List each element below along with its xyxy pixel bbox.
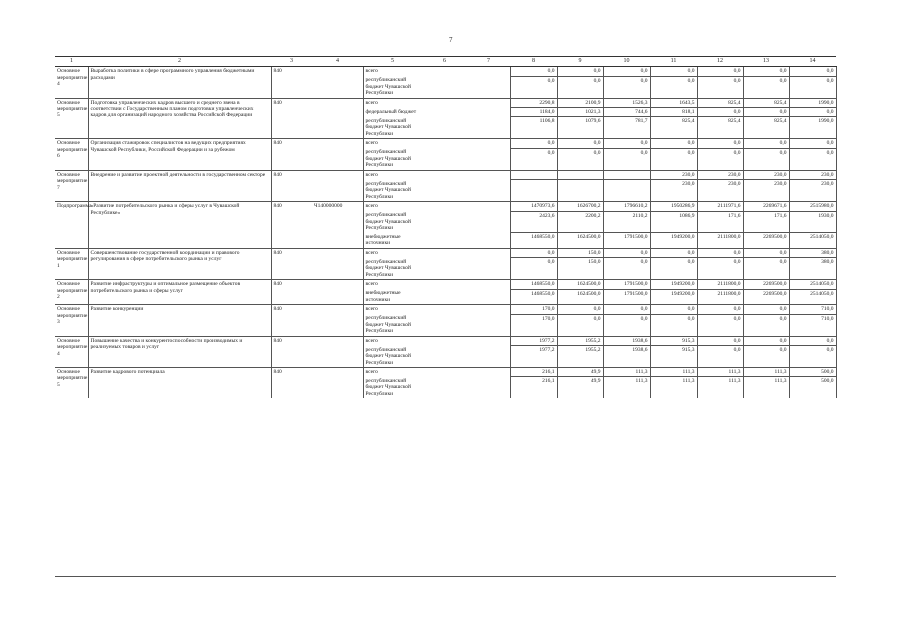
table-row [55, 305, 836, 314]
value-cell: 1624500,0 [557, 280, 603, 289]
code-cell: Ч140000000 [312, 202, 363, 248]
value-cell: 380,0 [789, 248, 836, 257]
event-name-cell: «Развитие потребительского рынка и сферы услуг в Чувашской Республике» [88, 202, 271, 248]
value-cell: 2269500,0 [743, 233, 789, 248]
value-cell [557, 180, 603, 202]
value-cell: 2514050,0 [789, 280, 836, 289]
funding-source-cell: всего [363, 280, 422, 289]
value-cell: 230,0 [650, 170, 697, 179]
empty-cell [422, 280, 467, 289]
empty-cell [422, 305, 467, 314]
table-row [55, 139, 836, 148]
empty-cell [422, 180, 467, 202]
table-row [55, 202, 836, 211]
value-cell: 2200,2 [557, 211, 603, 232]
value-cell: 2515980,0 [789, 202, 836, 211]
value-cell: 0,0 [697, 148, 743, 170]
event-type-cell: Основное мероприятие 7 [55, 170, 88, 201]
empty-cell [467, 76, 510, 98]
value-cell: 781,7 [603, 117, 650, 139]
value-cell: 0,0 [557, 76, 603, 98]
event-type-cell: Основное мероприятие 5 [55, 98, 88, 139]
code-cell: 840 [271, 336, 312, 367]
value-cell: 0,0 [743, 314, 789, 336]
funding-source-cell: республиканский бюджет Чувашской Республики [363, 258, 422, 280]
funding-source-cell: республиканский бюджет Чувашской Республики [363, 346, 422, 368]
empty-cell [467, 367, 510, 376]
funding-source-cell: республиканский бюджет Чувашской Республики [363, 180, 422, 202]
empty-cell [422, 248, 467, 257]
empty-cell [467, 289, 510, 304]
value-cell: 230,0 [743, 170, 789, 179]
value-cell: 230,0 [697, 170, 743, 179]
value-cell: 1468550,0 [510, 233, 557, 248]
table-row [55, 248, 836, 257]
empty-cell [422, 211, 467, 232]
value-cell: 1791500,0 [603, 289, 650, 304]
value-cell: 1791500,0 [603, 280, 650, 289]
value-cell: 170,0 [510, 314, 557, 336]
header-cell: 14 [789, 57, 836, 67]
event-type-cell: Основное мероприятие 4 [55, 336, 88, 367]
value-cell: 818,1 [650, 108, 697, 117]
value-cell [510, 180, 557, 202]
value-cell: 380,0 [789, 258, 836, 280]
event-name-cell: Развитие конкуренции [88, 305, 271, 336]
value-cell: 0,0 [697, 314, 743, 336]
empty-cell [467, 139, 510, 148]
value-cell: 111,3 [650, 367, 697, 376]
empty-cell [422, 289, 467, 304]
value-cell: 111,3 [743, 367, 789, 376]
empty-cell [467, 233, 510, 248]
value-cell: 0,0 [743, 67, 789, 76]
event-type-cell: Основное мероприятие 4 [55, 67, 88, 98]
header-cell: 10 [603, 57, 650, 67]
header-cell: 3 [271, 57, 312, 67]
value-cell: 230,0 [650, 180, 697, 202]
empty-cell [422, 336, 467, 345]
funding-source-cell: республиканский бюджет Чувашской Республики [363, 148, 422, 170]
funding-source-cell: внебюджетные источники [363, 289, 422, 304]
value-cell: 1950286,9 [650, 202, 697, 211]
value-cell: 111,3 [603, 377, 650, 398]
funding-source-cell: всего [363, 98, 422, 107]
empty-cell [467, 346, 510, 368]
value-cell: 0,0 [697, 336, 743, 345]
value-cell: 1796610,2 [603, 202, 650, 211]
value-cell: 0,0 [603, 248, 650, 257]
value-cell: 171,6 [697, 211, 743, 232]
value-cell: 0,0 [789, 67, 836, 76]
value-cell: 216,1 [510, 367, 557, 376]
value-cell: 0,0 [650, 248, 697, 257]
funding-source-cell: всего [363, 367, 422, 376]
funding-source-cell: республиканский бюджет Чувашской Республики [363, 117, 422, 139]
value-cell: 0,0 [743, 336, 789, 345]
value-cell: 0,0 [603, 314, 650, 336]
event-name-cell: Развитие кадрового потенциала [88, 367, 271, 398]
value-cell: 0,0 [650, 314, 697, 336]
value-cell: 0,0 [603, 67, 650, 76]
table-row [55, 367, 836, 376]
value-cell: 230,0 [789, 170, 836, 179]
value-cell: 0,0 [510, 248, 557, 257]
value-cell: 825,4 [697, 117, 743, 139]
value-cell: 0,0 [743, 76, 789, 98]
empty-cell [422, 98, 467, 107]
value-cell: 1955,2 [557, 346, 603, 368]
code-cell [312, 139, 363, 170]
value-cell: 0,0 [603, 305, 650, 314]
code-cell [312, 170, 363, 201]
value-cell: 0,0 [697, 76, 743, 98]
value-cell: 0,0 [697, 248, 743, 257]
event-name-cell: Развитие инфраструктуры и оптимальное размещение объектов потребительского рынка и сферы услуг [88, 280, 271, 305]
value-cell [603, 170, 650, 179]
value-cell: 0,0 [510, 258, 557, 280]
value-cell: 0,0 [603, 258, 650, 280]
value-cell: 1526,3 [603, 98, 650, 107]
code-cell: 840 [271, 170, 312, 201]
empty-cell [422, 346, 467, 368]
value-cell: 0,0 [650, 305, 697, 314]
empty-cell [467, 202, 510, 211]
value-cell: 1955,2 [557, 336, 603, 345]
value-cell: 0,0 [557, 148, 603, 170]
funding-source-cell: всего [363, 248, 422, 257]
value-cell: 1021,3 [557, 108, 603, 117]
header-cell: 4 [312, 57, 363, 67]
value-cell: 216,1 [510, 377, 557, 398]
empty-cell [467, 117, 510, 139]
value-cell: 111,3 [650, 377, 697, 398]
value-cell: 1626700,2 [557, 202, 603, 211]
value-cell: 0,0 [650, 139, 697, 148]
value-cell: 2514050,0 [789, 289, 836, 304]
code-cell [312, 248, 363, 279]
funding-source-cell: всего [363, 305, 422, 314]
funding-source-cell: федеральный бюджет [363, 108, 422, 117]
value-cell: 0,0 [789, 139, 836, 148]
value-cell: 170,0 [510, 305, 557, 314]
code-cell: 840 [271, 367, 312, 398]
event-type-cell: Основное мероприятие 3 [55, 305, 88, 336]
value-cell: 2110,2 [603, 211, 650, 232]
empty-cell [467, 170, 510, 179]
empty-cell [422, 139, 467, 148]
event-name-cell: Внедрение и развитие проектной деятельности в государственном секторе [88, 170, 271, 201]
code-cell: 840 [271, 280, 312, 305]
code-cell [312, 280, 363, 305]
value-cell: 500,0 [789, 367, 836, 376]
empty-cell [422, 148, 467, 170]
value-cell: 0,0 [603, 139, 650, 148]
value-cell: 2269671,6 [743, 202, 789, 211]
table-row [55, 170, 836, 179]
empty-cell [422, 377, 467, 398]
empty-cell [422, 108, 467, 117]
value-cell: 0,0 [697, 67, 743, 76]
value-cell: 0,0 [650, 76, 697, 98]
empty-cell [422, 67, 467, 76]
value-cell: 1949200,0 [650, 233, 697, 248]
value-cell: 111,3 [697, 377, 743, 398]
table-body [55, 67, 836, 399]
code-cell: 840 [271, 248, 312, 279]
value-cell: 744,6 [603, 108, 650, 117]
header-cell: 8 [510, 57, 557, 67]
empty-cell [422, 202, 467, 211]
value-cell: 825,4 [743, 117, 789, 139]
empty-cell [422, 233, 467, 248]
event-type-cell: Подпрограмма [55, 202, 88, 248]
empty-cell [467, 211, 510, 232]
value-cell: 1468550,0 [510, 280, 557, 289]
value-cell: 915,3 [650, 336, 697, 345]
value-cell: 1106,8 [510, 117, 557, 139]
value-cell: 111,3 [697, 367, 743, 376]
funding-source-cell: всего [363, 139, 422, 148]
empty-cell [422, 258, 467, 280]
header-cell: 5 [363, 57, 422, 67]
value-cell [603, 180, 650, 202]
value-cell: 2111800,0 [697, 289, 743, 304]
empty-cell [467, 108, 510, 117]
value-cell: 0,0 [603, 148, 650, 170]
value-cell: 1079,6 [557, 117, 603, 139]
funding-source-cell: республиканский бюджет Чувашской Республики [363, 76, 422, 98]
value-cell: 0,0 [789, 346, 836, 368]
value-cell: 1184,0 [510, 108, 557, 117]
value-cell: 0,0 [603, 76, 650, 98]
header-cell: 6 [422, 57, 467, 67]
value-cell: 1949200,0 [650, 280, 697, 289]
value-cell: 1977,2 [510, 336, 557, 345]
code-cell: 840 [271, 67, 312, 98]
value-cell: 1930,0 [789, 211, 836, 232]
value-cell: 230,0 [743, 180, 789, 202]
empty-cell [467, 305, 510, 314]
value-cell: 0,0 [743, 108, 789, 117]
value-cell: 0,0 [789, 148, 836, 170]
value-cell: 1938,6 [603, 346, 650, 368]
table-row [55, 280, 836, 289]
funding-source-cell: республиканский бюджет Чувашской Республики [363, 314, 422, 336]
value-cell: 0,0 [650, 258, 697, 280]
value-cell: 0,0 [697, 108, 743, 117]
header-cell: 13 [743, 57, 789, 67]
value-cell: 1624500,0 [557, 289, 603, 304]
value-cell: 0,0 [743, 248, 789, 257]
value-cell: 500,0 [789, 377, 836, 398]
code-cell [312, 67, 363, 98]
value-cell: 1949200,0 [650, 289, 697, 304]
empty-cell [422, 314, 467, 336]
code-cell: 840 [271, 139, 312, 170]
table-row [55, 336, 836, 345]
funding-source-cell: всего [363, 67, 422, 76]
value-cell: 2514050,0 [789, 233, 836, 248]
value-cell: 825,4 [650, 117, 697, 139]
value-cell: 0,0 [557, 139, 603, 148]
bottom-rule [55, 576, 836, 577]
empty-cell [422, 367, 467, 376]
header-cell: 9 [557, 57, 603, 67]
event-name-cell: Совершенствование государственной координации и правового регулирования в сфере потребительского рынка и услуг [88, 248, 271, 279]
value-cell: 0,0 [697, 305, 743, 314]
value-cell: 230,0 [789, 180, 836, 202]
value-cell: 2111971,6 [697, 202, 743, 211]
event-name-cell: Повышение качества и конкурентоспособности производимых и реализуемых товаров и услуг [88, 336, 271, 367]
funding-source-cell: республиканский бюджет Чувашской Республики [363, 377, 422, 398]
empty-cell [422, 117, 467, 139]
empty-cell [467, 336, 510, 345]
value-cell: 0,0 [510, 148, 557, 170]
header-cell: 2 [88, 57, 271, 67]
event-name-cell: Выработка политики в сфере программного управления бюджетными расходами [88, 67, 271, 98]
code-cell [312, 336, 363, 367]
value-cell: 0,0 [510, 67, 557, 76]
code-cell [312, 305, 363, 336]
value-cell: 2111800,0 [697, 233, 743, 248]
value-cell: 0,0 [743, 148, 789, 170]
event-type-cell: Основное мероприятие 6 [55, 139, 88, 170]
code-cell: 840 [271, 202, 312, 248]
value-cell: 915,3 [650, 346, 697, 368]
value-cell: 0,0 [510, 76, 557, 98]
value-cell: 0,0 [743, 305, 789, 314]
value-cell: 2290,8 [510, 98, 557, 107]
value-cell: 0,0 [697, 346, 743, 368]
value-cell: 49,9 [557, 377, 603, 398]
value-cell: 171,6 [743, 211, 789, 232]
value-cell: 0,0 [557, 67, 603, 76]
code-cell [312, 367, 363, 398]
header-cell: 7 [467, 57, 510, 67]
event-name-cell: Подготовка управленческих кадров высшего и среднего звена в соответствии с Государственным планом подготовки управленческих кадров для организаций народного хозяйства Российской Федерации [88, 98, 271, 139]
event-type-cell: Основное мероприятие 5 [55, 367, 88, 398]
event-type-cell: Основное мероприятие 1 [55, 248, 88, 279]
value-cell: 111,3 [743, 377, 789, 398]
header-cell: 12 [697, 57, 743, 67]
page-number: 7 [449, 36, 453, 44]
value-cell: 1470973,6 [510, 202, 557, 211]
value-cell [557, 170, 603, 179]
code-cell: 840 [271, 305, 312, 336]
value-cell: 825,4 [697, 98, 743, 107]
funding-source-cell: всего [363, 336, 422, 345]
value-cell: 0,0 [510, 139, 557, 148]
value-cell: 710,0 [789, 314, 836, 336]
value-cell: 2100,9 [557, 98, 603, 107]
empty-cell [422, 170, 467, 179]
value-cell: 0,0 [789, 76, 836, 98]
value-cell: 710,0 [789, 305, 836, 314]
empty-cell [467, 98, 510, 107]
value-cell: 49,9 [557, 367, 603, 376]
value-cell: 2269500,0 [743, 289, 789, 304]
event-type-cell: Основное мероприятие 2 [55, 280, 88, 305]
value-cell: 150,0 [557, 258, 603, 280]
value-cell: 0,0 [743, 139, 789, 148]
code-cell [312, 98, 363, 139]
funding-source-cell: внебюджетные источники [363, 233, 422, 248]
empty-cell [467, 377, 510, 398]
funding-source-cell: республиканский бюджет Чувашской Республики [363, 211, 422, 232]
table-row [55, 67, 836, 76]
value-cell [510, 170, 557, 179]
header-cell: 11 [650, 57, 697, 67]
value-cell: 825,4 [743, 98, 789, 107]
empty-cell [467, 180, 510, 202]
value-cell: 230,0 [697, 180, 743, 202]
header-cell: 1 [55, 57, 88, 67]
empty-cell [422, 76, 467, 98]
value-cell: 1086,9 [650, 211, 697, 232]
value-cell: 1990,0 [789, 98, 836, 107]
value-cell: 0,0 [557, 305, 603, 314]
empty-cell [467, 258, 510, 280]
value-cell: 0,0 [650, 67, 697, 76]
empty-cell [467, 248, 510, 257]
value-cell: 0,0 [743, 258, 789, 280]
value-cell: 0,0 [697, 258, 743, 280]
value-cell: 2269500,0 [743, 280, 789, 289]
table-row [55, 98, 836, 107]
value-cell: 1468550,0 [510, 289, 557, 304]
value-cell: 1938,6 [603, 336, 650, 345]
funding-source-cell: всего [363, 202, 422, 211]
value-cell: 111,3 [603, 367, 650, 376]
value-cell: 0,0 [789, 108, 836, 117]
value-cell: 2423,6 [510, 211, 557, 232]
value-cell: 1624500,0 [557, 233, 603, 248]
value-cell: 0,0 [789, 336, 836, 345]
value-cell: 0,0 [697, 139, 743, 148]
empty-cell [467, 280, 510, 289]
funding-source-cell: всего [363, 170, 422, 179]
empty-cell [467, 67, 510, 76]
value-cell: 2111800,0 [697, 280, 743, 289]
value-cell: 1977,2 [510, 346, 557, 368]
value-cell: 1643,5 [650, 98, 697, 107]
event-name-cell: Организация стажировок специалистов на ведущих предприятиях Чувашской Республики, Российской Федерации и за рубежом [88, 139, 271, 170]
empty-cell [467, 314, 510, 336]
header-row [55, 57, 836, 67]
empty-cell [467, 148, 510, 170]
code-cell: 840 [271, 98, 312, 139]
value-cell: 1990,0 [789, 117, 836, 139]
value-cell: 150,0 [557, 248, 603, 257]
funding-table [55, 56, 837, 398]
value-cell: 0,0 [743, 346, 789, 368]
value-cell: 1791500,0 [603, 233, 650, 248]
value-cell: 0,0 [650, 148, 697, 170]
value-cell: 0,0 [557, 314, 603, 336]
